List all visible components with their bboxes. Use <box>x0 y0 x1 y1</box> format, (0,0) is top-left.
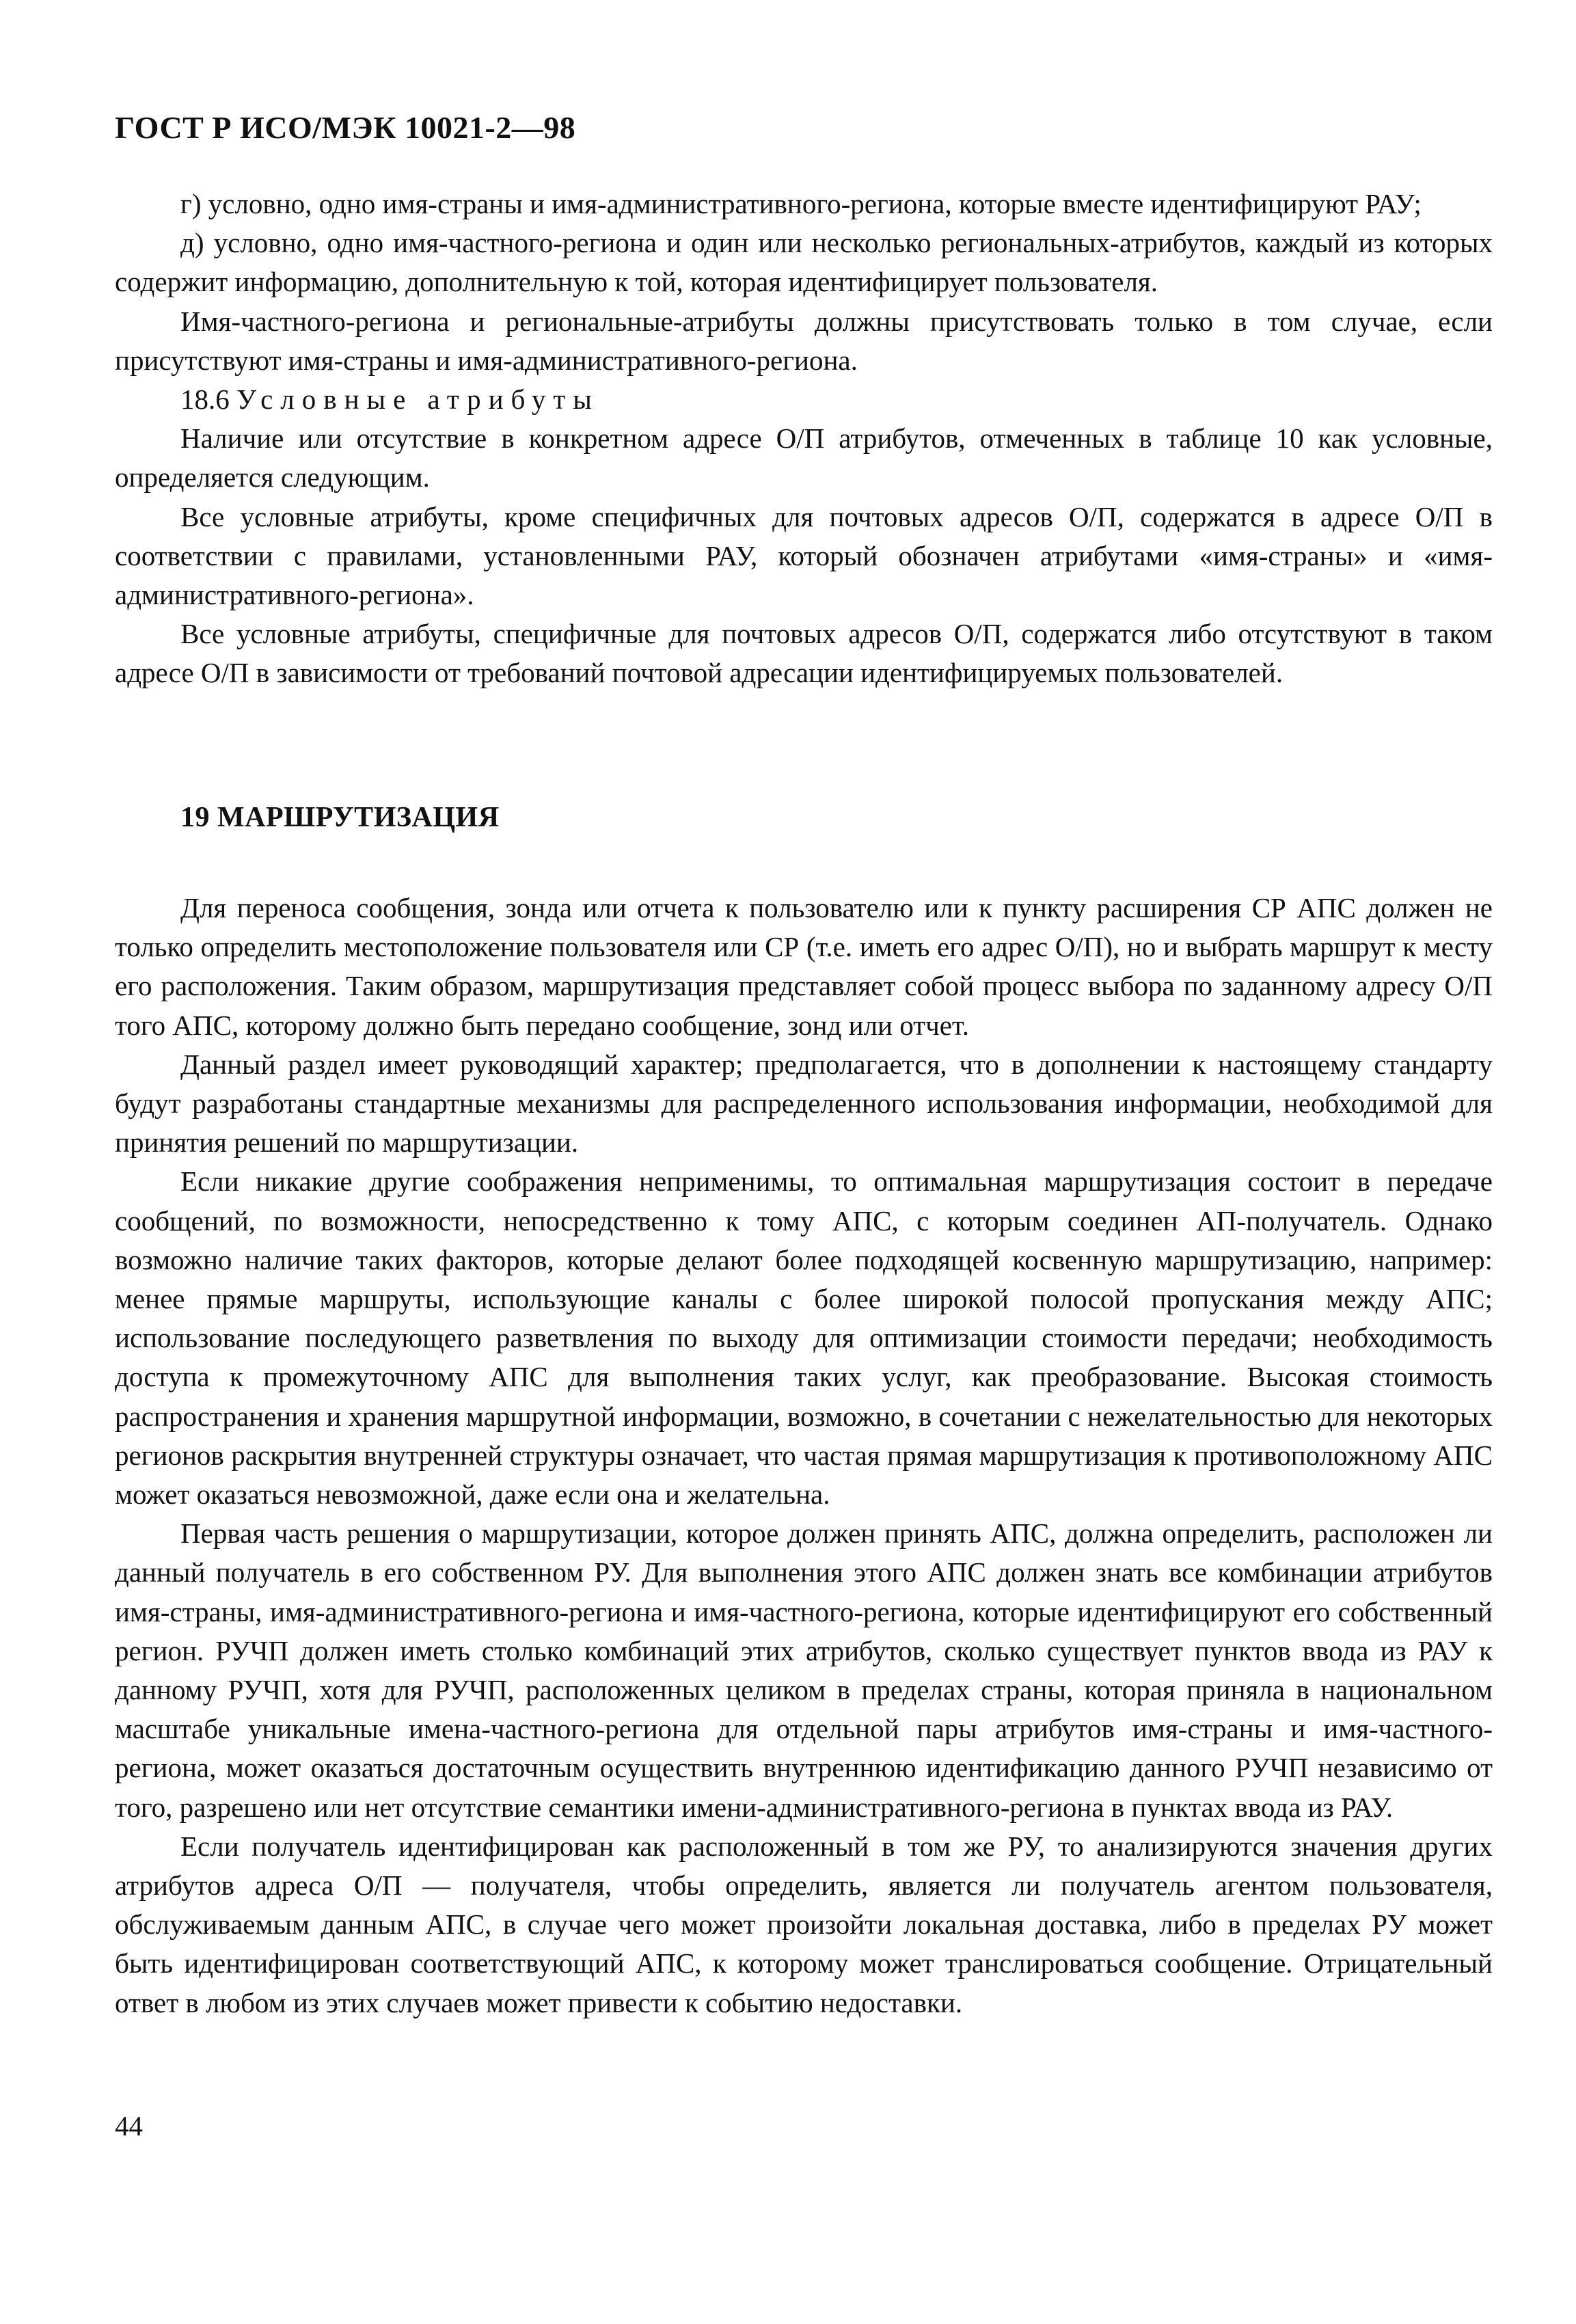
section-18-5-continuation <box>115 185 1493 693</box>
document-header: ГОСТ Р ИСО/МЭК 10021-2—98 <box>115 110 576 145</box>
list-item-g: г) условно, одно имя-страны и имя-административного-региона, которые вместе идентифицируют РАУ; <box>180 188 1422 219</box>
list-item-d: д) условно, одно имя-частного-региона и один или несколько региональных-атрибутов, каждый из которых содержит информацию, дополнительную к той, которая идентифицирует пользователя. <box>115 227 1493 298</box>
section-heading-19: 19 МАРШРУТИЗАЦИЯ <box>180 802 500 833</box>
paragraph-same-domain: Если получатель идентифицирован как расположенный в том же РУ, то анализируются значения других атрибутов адреса О/П — получателя, чтобы определить, является ли получатель агентом пользователя, обслуживаемым данным АПС, в случае чего может произойти локальная доставка, либо в пределах РУ может быть идентифицирован соответствующий АПС, к которому может транслироваться сообщение. Отрицательный ответ в любом из этих случаев может привести к событию недоставки. <box>115 1830 1493 2018</box>
paragraph-guidance: Данный раздел имеет руководящий характер; предполагается, что в дополнении к настоящему стандарту будут разработаны стандартные механизмы для распределенного использования информации, необходимой для принятия решений по маршрутизации. <box>115 1048 1493 1159</box>
subsection-heading-18-6 <box>115 380 1493 419</box>
paragraph-optimal-routing: Если никакие другие соображения неприменимы, то оптимальная маршрутизация состоит в передаче сообщений, по возможности, непосредственно к тому АПС, с которым соединен АП-получатель. Однако возможно наличие таких факторов, которые делают более подходящей косвенную маршрутизацию, например: менее прямые маршруты, использующие каналы с более широкой полосой пропускания между АПС; использование последующего разветвления по выходу для оптимизации стоимости передачи; необходимость доступа к промежуточному АПС для выполнения таких услуг, как преобразование. Высокая стоимость распространения и хранения маршрутной информации, возможно, в сочетании с нежелательностью для некоторых регионов раскрытия внутренней структуры означает, что частая прямая маршрутизация к противоположному АПС может оказаться невозможной, даже если она и желательна. <box>115 1165 1493 1511</box>
subsection-title: Условные атрибуты <box>236 383 599 416</box>
paragraph-first-decision: Первая часть решения о маршрутизации, которое должен принять АПС, должна определить, расположен ли данный получатель в его собственном РУ. Для выполнения этого АПС должен знать все комбинации атрибутов имя-страны, имя-административного-региона и имя-частного-региона, которые идентифицируют его собственный регион. РУЧП должен иметь столько комбинаций этих атрибутов, сколько существует пунктов ввода из РАУ к данному РУЧП, хотя для РУЧП, расположенных целиком в пределах страны, которая приняла в национальном масштабе уникальные имена-частного-региона для отдельной пары атрибутов имя-страны и имя-частного-региона, может оказаться достаточным осуществить внутреннюю идентификацию данного РУЧП независимо от того, разрешено или нет отсутствие семантики имени-административного-региона в пунктах ввода из РАУ. <box>115 1517 1493 1823</box>
section-19-body <box>115 889 1493 2023</box>
subsection-number: 18.6 <box>180 383 230 416</box>
paragraph-private-region: Имя-частного-региона и региональные-атрибуты должны присутствовать только в том случае, если присутствуют имя-страны и имя-административного-региона. <box>115 305 1493 376</box>
paragraph-all-except-postal: Все условные атрибуты, кроме специфичных для почтовых адресов О/П, содержатся в адресе О/П в соответствии с правилами, установленными РАУ, который обозначен атрибутами «имя-страны» и «имя-административного-региона». <box>115 500 1493 611</box>
paragraph-postal: Все условные атрибуты, специфичные для почтовых адресов О/П, содержатся либо отсутствуют в таком адресе О/П в зависимости от требований почтовой адресации идентифицируемых пользователей. <box>115 618 1493 689</box>
paragraph-routing-definition: Для переноса сообщения, зонда или отчета к пользователю или к пункту расширения СР АПС должен не только определить местоположение пользователя или СР (т.е. иметь его адрес О/П), но и выбрать маршрут к месту его расположения. Таким образом, маршрутизация представляет собой процесс выбора по заданному адресу О/П того АПС, которому должно быть передано сообщение, зонд или отчет. <box>115 892 1493 1041</box>
paragraph-presence: Наличие или отсутствие в конкретном адресе О/П атрибутов, отмеченных в таблице 10 как условные, определяется следующим. <box>115 422 1493 494</box>
page-number: 44 <box>115 2110 143 2141</box>
